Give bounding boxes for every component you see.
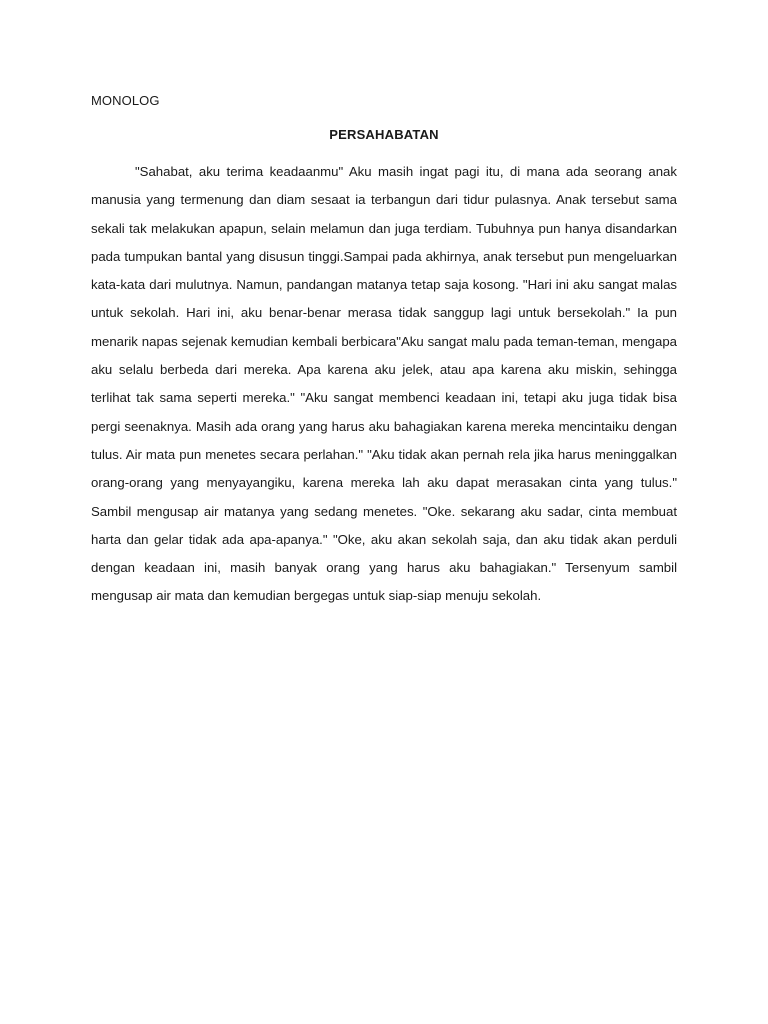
document-title: PERSAHABATAN (329, 127, 439, 142)
document-body: "Sahabat, aku terima keadaanmu" Aku masih ingat pagi itu, di mana ada seorang anak manusia yang termenung dan diam sesaat ia terbangun dari tidur pulasnya. Anak tersebut sama sekali tak melakukan apapun, selain melamun dan juga terdiam. Tubuhnya pun hanya disandarkan pada tumpukan bantal yang disusun tinggi.Sampai pada akhirnya, anak tersebut pun mengeluarkan kata-kata dari mulutnya. Namun, pandangan matanya tetap saja kosong. "Hari ini aku sangat malas untuk sekolah. Hari ini, aku benar-benar merasa tidak sanggup lagi untuk bersekolah." Ia pun menarik napas sejenak kemudian kembali berbicara"Aku sangat malu pada teman-teman, mengapa aku selalu berbeda dari mereka. Apa karena aku jelek, atau apa karena aku miskin, sehingga terlihat tak sama seperti mereka." "Aku sangat membenci keadaan ini, tetapi aku juga tidak bisa pergi seenaknya. Masih ada orang yang harus aku bahagiakan karena mereka mencintaiku dengan tulus. Air mata pun menetes secara perlahan." "Aku tidak akan pernah rela jika harus meninggalkan orang-orang yang menyayangiku, karena mereka lah aku dapat merasakan cinta yang tulus." Sambil mengusap air matanya yang sedang menetes. "Oke. sekarang aku sadar, cinta membuat harta dan gelar tidak ada apa-apanya." "Oke, aku akan sekolah saja, dan aku tidak akan perduli dengan keadaan ini, masih banyak orang yang harus aku bahagiakan." Tersenyum sambil mengusap air mata dan kemudian bergegas untuk siap-siap menuju sekolah. (91, 164, 677, 604)
document-label: MONOLOG (91, 93, 160, 108)
